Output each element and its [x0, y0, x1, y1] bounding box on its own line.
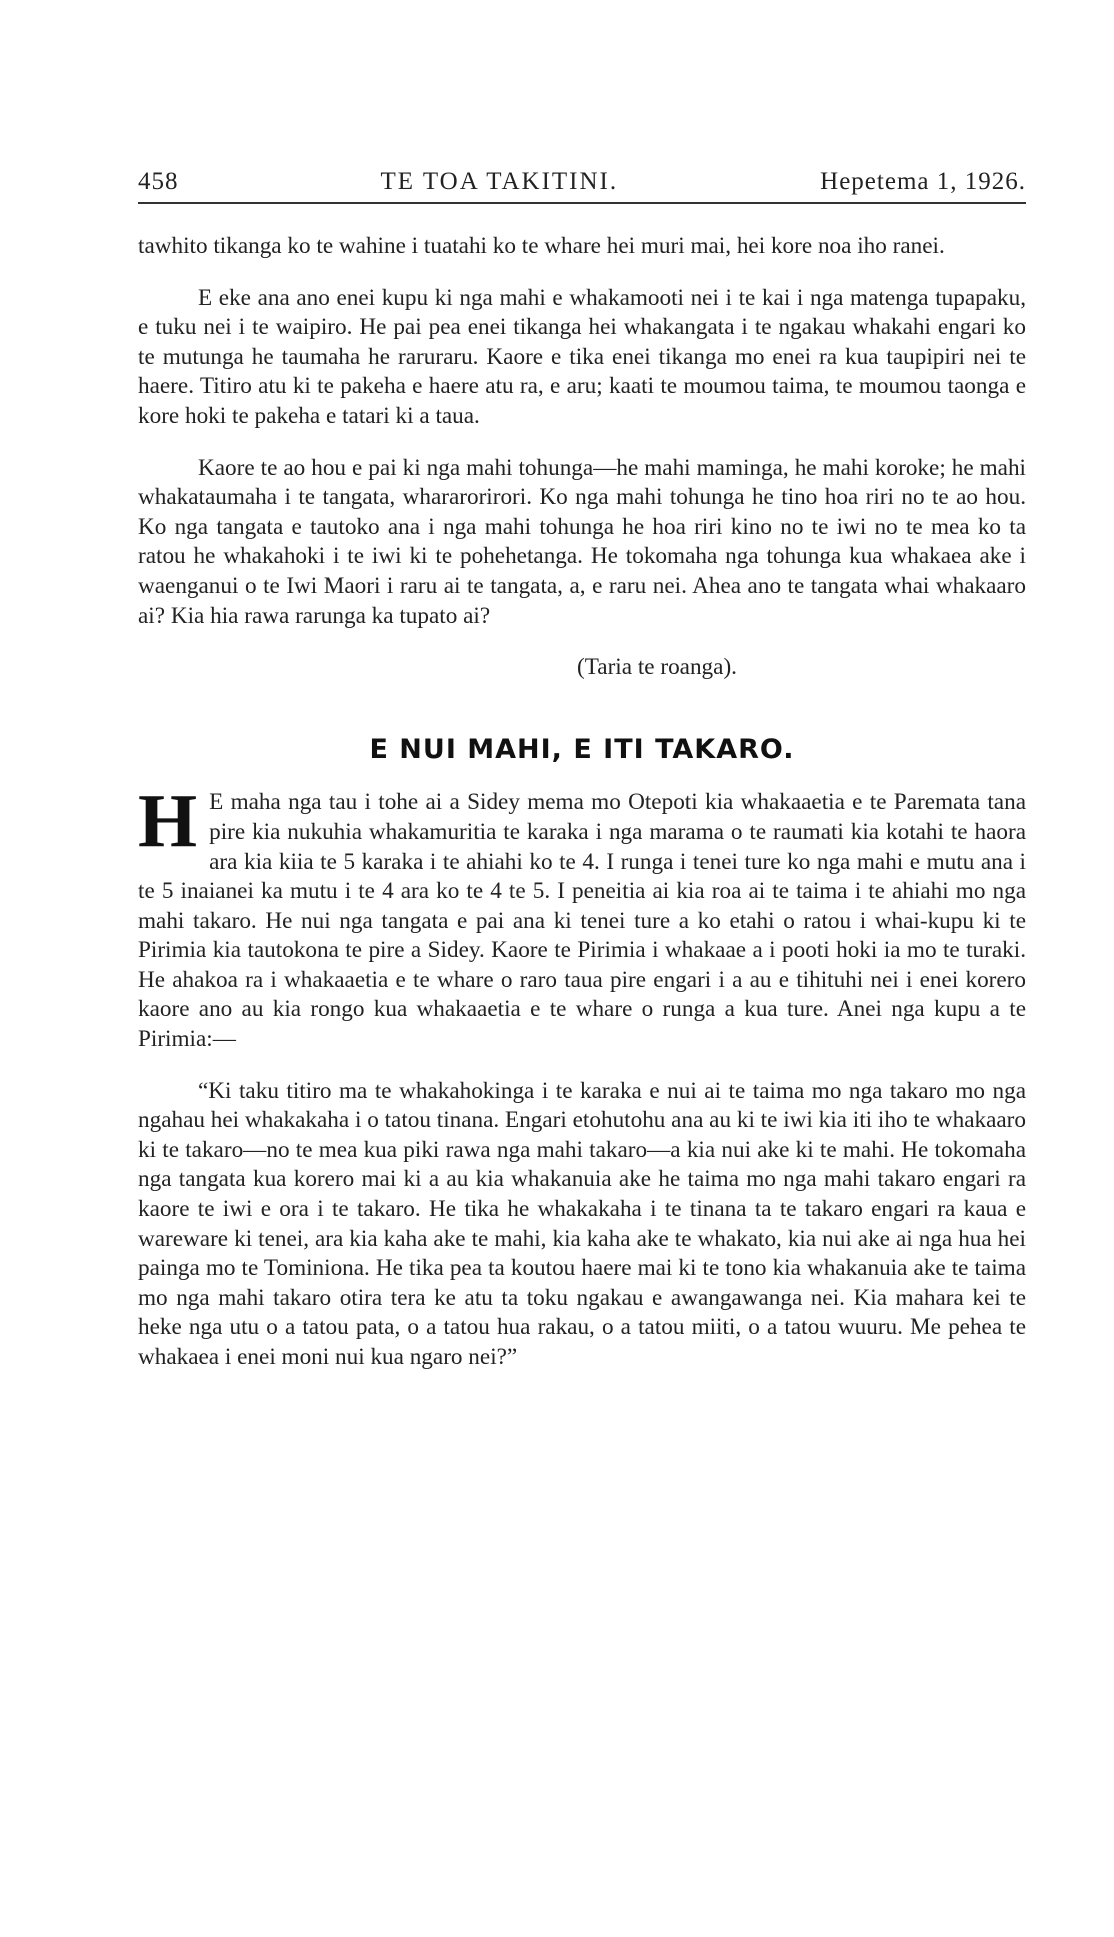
publication-title: TE TOA TAKITINI.: [380, 168, 619, 195]
paragraph: E eke ana ano enei kupu ki nga mahi e whakamooti nei i te kai i nga matenga tupapaku, e tuku nei i te waipiro. He pai pea enei tikanga hei whakangata i te ngakau whakahi engari ko te mutunga he taumaha he raruraru. Kaore e tika enei tikanga mo enei ra kua taupipiri nei te haere. Titiro atu ki te pakeha e haere atu ra, e aru; kaati te moumou taima, te moumou taonga e kore hoki te pakeha e tatari ki a taua.: [138, 284, 1026, 429]
paragraph-lead-text: E maha nga tau i tohe ai a Sidey mema mo Otepoti kia whakaaetia e te Paremata tana pire kia nukuhia whakamuritia te karaka i nga marama o te raumati kia kotahi te haora ara kia kiia te 5 karaka i te ahiahi ko te 4. I runga i tenei ture ko nga mahi e mutu ana i te 5 inaianei ka mutu i te 4 ara ko te 4 te 5. I peneitia ai kia roa ai te taima i te ahiahi mo nga mahi takaro. He nui nga tangata e pai ana ki tenei ture a ko etahi o ratou i whai-kupu ki te Pirimia kia tautokona te pire a Sidey. Kaore te Pirimia i whakaae a i pooti hoki ia mo te turaki. He ahakoa ra i whakaaetia e te whare o raro taua pire engari i a au e tihituhi nei i enei korero kaore ano au kia rongo kua whakaaetia e te whare o runga a kua ture. Anei nga kupu a te Pirimia:—: [138, 789, 1026, 1053]
paragraph: Kaore te ao hou e pai ki nga mahi tohunga—he mahi maminga, he mahi koroke; he mahi whakataumaha i te tangata, whararorirori. Ko nga mahi tohunga he tino hoa riri no te ao hou. Ko nga tangata e tautoko ana i nga mahi tohunga he hoa riri kino no te iwi no te mea ko ta ratou he whakahoki i te iwi ki te pohehetanga. He tokomaha nga tohunga kua whakaea ake i waenganui o te Iwi Maori i raru ai te tangata, a, e raru nei. Ahea ano te tangata whai whakaaro ai? Kia hia rawa rarunga ka tupato ai?: [138, 454, 1026, 629]
issue-date: Hepetema 1, 1926.: [820, 168, 1026, 195]
page-number: 458: [138, 168, 179, 195]
article-column: [138, 232, 1026, 1395]
page-header: [138, 168, 1026, 196]
quotation-paragraph: “Ki taku titiro ma te whakahokinga i te karaka e nui ai te taima mo nga takaro mo nga ngahau hei whakakaha i o tatou tinana. Engari etohutohu ana au ki te iwi kia iti iho te whakaaro ki te takaro—no te mea kua piki rawa nga mahi takaro—a kia nui ake ki te mahi. He tokomaha nga tangata kua korero mai ki a au kia whakanuia ake he taima mo nga mahi takaro engari ra kaore te iwi e ora i te takaro. He tika he whakakaha i te tinana ta te takaro engari ra kaua e wareware ki tenei, ara kia kaha ake te mahi, kia kaha ake te whakato, kia nui ake ai nga hua hei painga mo te Tominiona. He tika pea ta koutou haere mai ki te tono kia whakanuia ake te taima mo nga mahi takaro otira tera ke atu ta toku ngakau e awangawanga nei. Kia mahara kei te heke nga utu o a tatou pata, o a tatou hua rakau, o a tatou miiti, o a tatou wuuru. Me pehea te whakaea i enei moni nui kua ngaro nei?”: [138, 1077, 1026, 1370]
paragraph-lead: [138, 779, 1026, 1054]
article-heading: E NUI MAHI, E ITI TAKARO.: [369, 733, 795, 765]
to-be-continued: (Taria te roanga).: [577, 654, 737, 681]
drop-cap: H: [138, 779, 198, 864]
header-rule: [138, 202, 1026, 204]
paragraph-continued: tawhito tikanga ko te wahine i tuatahi ko te whare hei muri mai, hei kore noa iho ranei.: [138, 233, 945, 259]
